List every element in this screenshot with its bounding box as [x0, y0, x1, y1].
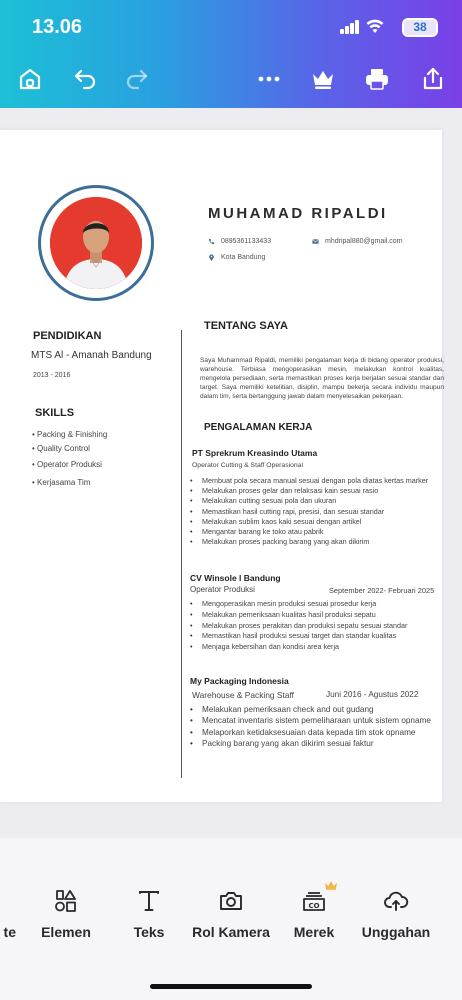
- job-role: Operator Cutting & Staff Operasional: [192, 462, 303, 469]
- job-company: PT Sprekrum Kreasindo Utama: [192, 448, 318, 458]
- list-item: • Membuat pola secara manual sesuai dengan pola diatas kertas marker: [190, 476, 440, 486]
- bottom-item-partial[interactable]: [0, 888, 16, 942]
- list-item: • Melakukan proses packing barang yang akan dikirim: [190, 537, 440, 547]
- job-bullets: [190, 704, 440, 750]
- list-item: • Melakukan proses gelar dan relaksasi kain sesuai rasio: [190, 486, 440, 496]
- premium-button[interactable]: [308, 64, 338, 94]
- design-canvas[interactable]: [0, 108, 462, 838]
- phone-text: 0895361133433: [221, 238, 272, 245]
- redo-icon: [124, 66, 150, 92]
- status-time: 13.06: [32, 16, 83, 38]
- share-button[interactable]: [418, 64, 448, 94]
- job-date: Juni 2016 - Agustus 2022: [326, 690, 419, 699]
- resume-page[interactable]: [0, 130, 442, 802]
- cloud-upload-icon: [383, 888, 409, 914]
- bottom-item-label: Elemen: [41, 924, 91, 940]
- print-icon: [364, 66, 390, 92]
- bottom-item-label: Unggahan: [361, 924, 431, 940]
- list-item: • Menjaga kebersihan dan kondisi area kerja: [190, 642, 444, 653]
- svg-text:CO: CO: [308, 902, 320, 910]
- list-item: • Memastikan hasil cutting rapi, presisi, dan sesuai standar: [190, 507, 440, 517]
- bottom-item-label: te: [3, 924, 16, 940]
- list-item: • Packing barang yang akan dikirim sesuai faktur: [190, 738, 440, 749]
- undo-icon: [72, 66, 98, 92]
- list-item: • Melaporkan ketidaksesuaian data kepada tim stok opname: [190, 727, 440, 738]
- home-indicator: [150, 984, 312, 989]
- job-role: Warehouse & Packing Staff: [192, 690, 294, 700]
- resume-name: MUHAMAD RIPALDI: [208, 205, 388, 222]
- crown-icon: [324, 880, 338, 892]
- list-item: • Melakukan pemeriksaan kualitas hasil produksi sepatu: [190, 610, 444, 621]
- crown-icon: [310, 66, 336, 92]
- bottom-item-merek[interactable]: [269, 888, 359, 942]
- job-bullets: [190, 476, 440, 547]
- battery-indicator: 38: [402, 18, 438, 37]
- location-row: [208, 254, 265, 261]
- education-years: 2013 - 2016: [33, 372, 71, 379]
- skill-item: • Quality Control: [32, 444, 90, 453]
- email-icon: [312, 238, 319, 245]
- phone-row: [208, 238, 271, 245]
- wifi-icon: [366, 18, 384, 34]
- more-icon: [256, 66, 282, 92]
- top-toolbar: [0, 0, 462, 108]
- job-date: September 2022- Februari 2025: [329, 586, 435, 595]
- location-pin-icon: [208, 254, 215, 261]
- bottom-item-label: Rol Kamera: [192, 924, 270, 940]
- bottom-item-unggahan[interactable]: [351, 888, 441, 942]
- about-text: Saya Muhammad Ripaldi, memiliki pengalaman kerja di bidang operator produksi, warehouse. Terbiasa mengoperasikan mesin, melakukan kontrol kualitas, mengelola persediaan, serta memastikan proses kerja berjalan sesuai standar dan target. Saya memiliki ketelitian, disiplin, mampu bekerja secara individu maupun dalam tim, serta bertanggung jawab dalam menyelesaikan pekerjaan.: [200, 357, 444, 401]
- bottom-tool-bar: [0, 838, 462, 1000]
- bottom-item-teks[interactable]: [104, 888, 194, 942]
- skill-item: • Packing & Finishing: [32, 430, 108, 439]
- list-item: • Melakukan pemeriksaan check and out gudang: [190, 704, 440, 715]
- bottom-item-rol-kamera[interactable]: [186, 888, 276, 942]
- camera-icon: [218, 888, 244, 914]
- experience-heading: PENGALAMAN KERJA: [204, 422, 313, 433]
- skills-heading: SKILLS: [35, 407, 75, 419]
- person-photo-icon: [50, 197, 142, 289]
- job-bullets: [190, 599, 444, 653]
- email-text: mhdripal880@gmail.com: [325, 238, 403, 245]
- home-button[interactable]: [15, 64, 45, 94]
- print-button[interactable]: [362, 64, 392, 94]
- skill-item: • Operator Produksi: [32, 460, 102, 469]
- undo-button[interactable]: [70, 64, 100, 94]
- phone-icon: [208, 238, 215, 245]
- job-company: CV Winsole l Bandung: [190, 573, 281, 583]
- bottom-item-elemen[interactable]: [21, 888, 111, 942]
- list-item: • Mengantar barang ke toko atau pabrik: [190, 527, 440, 537]
- text-icon: [136, 888, 162, 914]
- home-icon: [17, 66, 43, 92]
- list-item: • Melakukan cutting sesuai pola dan ukuran: [190, 496, 440, 506]
- education-heading: PENDIDIKAN: [33, 330, 102, 342]
- bottom-item-label: Merek: [293, 924, 335, 940]
- email-row: [312, 238, 403, 245]
- education-school: MTS Al - Amanah Bandung: [31, 350, 152, 361]
- list-item: • Mengoperasikan mesin produksi sesuai prosedur kerja: [190, 599, 444, 610]
- cellular-signal-icon: [340, 20, 360, 34]
- share-icon: [420, 66, 446, 92]
- location-text: Kota Bandung: [221, 254, 266, 261]
- elements-icon: [53, 888, 79, 914]
- list-item: • Melakukan proses perakitan dan produksi sepatu sesuai standar: [190, 621, 444, 632]
- list-item: • Melakukan sublim kaos kaki sesuai dengan artikel: [190, 517, 440, 527]
- status-bar: [32, 16, 440, 42]
- profile-photo-frame[interactable]: [38, 185, 154, 301]
- list-item: • Mencatat inventaris sistem pemeliharaan untuk sistem opname: [190, 715, 440, 726]
- profile-photo: [50, 197, 142, 289]
- job-role: Operator Produksi: [190, 585, 255, 594]
- list-item: • Memastikan hasil produksi sesuai target dan standar kualitas: [190, 631, 444, 642]
- redo-button[interactable]: [122, 64, 152, 94]
- column-divider: [181, 330, 182, 778]
- job-company: My Packaging Indonesia: [190, 676, 289, 686]
- skill-item: • Kerjasama Tim: [32, 478, 91, 487]
- bottom-item-label: Teks: [133, 924, 165, 940]
- more-options-button[interactable]: [254, 64, 284, 94]
- about-heading: TENTANG SAYA: [204, 320, 288, 332]
